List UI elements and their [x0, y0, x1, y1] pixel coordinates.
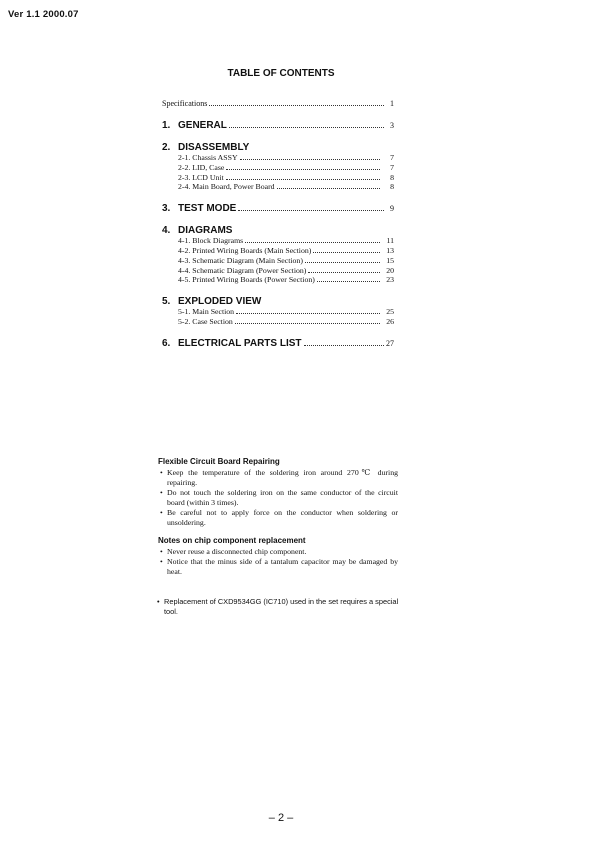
toc-subentry[interactable] [178, 173, 394, 183]
toc-subentry-label: 2-2. LID, Case [178, 162, 225, 172]
toc-subentry-page: 26 [386, 316, 394, 326]
dot-leader [313, 252, 380, 253]
section-number: 4. [162, 225, 171, 237]
toc-subentry-label: 5-1. Main Section [178, 307, 235, 317]
flexible-board-heading: Flexible Circuit Board Repairing [158, 457, 280, 466]
toc-subentry-page: 15 [386, 255, 394, 265]
toc-subentry-page: 13 [386, 245, 394, 255]
toc-subentry-page: 23 [386, 275, 394, 285]
toc-section-diagrams [162, 225, 394, 285]
dot-leader [235, 323, 380, 324]
section-page: 3 [390, 121, 394, 130]
dot-leader [229, 127, 384, 128]
note-bullet: • Be careful not to apply force on the conductor when soldering or unsoldering. [160, 508, 398, 527]
dot-leader [245, 242, 380, 243]
toc-entry-label: Specifications [162, 99, 208, 108]
toc-section-heading[interactable] [162, 203, 394, 214]
dot-leader [226, 179, 380, 180]
toc-section-electrical-parts-list [162, 338, 394, 349]
chip-replacement-heading: Notes on chip component replacement [158, 536, 306, 545]
toc-section-exploded-view [162, 296, 394, 327]
toc-subentry[interactable] [178, 307, 394, 317]
toc-section-test-mode [162, 203, 394, 214]
toc-subentry-label: 4-1. Block Diagrams [178, 236, 244, 246]
dot-leader [308, 272, 380, 273]
toc-subentry-page: 7 [390, 162, 394, 172]
toc-subentry[interactable] [178, 275, 394, 285]
service-notes [158, 457, 398, 577]
section-page: 27 [386, 338, 394, 348]
note-bullet: • Notice that the minus side of a tantalum capacitor may be damaged by heat. [160, 557, 398, 576]
toc-subentry-label: 4-4. Schematic Diagram (Power Section) [178, 265, 307, 275]
toc-section-general [162, 120, 394, 131]
toc-entry-page: 1 [390, 99, 394, 108]
dot-leader [209, 105, 384, 106]
toc-subentry-page: 11 [386, 236, 394, 246]
section-title: TEST MODE [178, 203, 237, 215]
toc-section-heading[interactable] [162, 120, 394, 131]
table-of-contents [162, 99, 394, 360]
toc-subentry[interactable] [178, 266, 394, 276]
toc-subentry[interactable] [178, 182, 394, 192]
dot-leader [277, 188, 380, 189]
toc-section-heading[interactable] [162, 142, 394, 153]
section-title: GENERAL [178, 120, 227, 131]
section-title: EXPLODED VIEW [178, 296, 262, 308]
toc-subentry[interactable] [178, 153, 394, 163]
section-number: 2. [162, 142, 171, 153]
version-label: Ver 1.1 2000.07 [8, 9, 79, 20]
dot-leader [317, 281, 380, 282]
toc-subentry-page: 20 [386, 265, 394, 275]
toc-subentry[interactable] [178, 236, 394, 246]
toc-subentry-label: 5-2. Case Section [178, 316, 233, 326]
section-page: 9 [390, 204, 394, 214]
toc-title: TABLE OF CONTENTS [227, 68, 335, 79]
dot-leader [305, 262, 380, 263]
section-number: 6. [162, 337, 171, 349]
dot-leader [240, 159, 380, 160]
dot-leader [226, 169, 380, 170]
toc-subentry[interactable] [178, 256, 394, 266]
special-tool-note: • Replacement of CXD9534GG (IC710) used in the set requires a special tool. [157, 597, 399, 616]
toc-subentry-page: 25 [386, 307, 394, 317]
dot-leader [236, 313, 380, 314]
toc-subentry-page: 8 [390, 172, 394, 182]
toc-section-heading[interactable] [162, 225, 394, 236]
section-title: DIAGRAMS [178, 225, 233, 237]
toc-subentry[interactable] [178, 246, 394, 256]
toc-subentry[interactable] [178, 163, 394, 173]
toc-subentry-page: 7 [390, 153, 394, 162]
toc-subentry-label: 4-3. Schematic Diagram (Main Section) [178, 255, 303, 265]
toc-subentry-page: 8 [390, 182, 394, 192]
section-number: 1. [162, 120, 171, 131]
section-title: ELECTRICAL PARTS LIST [178, 337, 302, 349]
note-bullet: • Never reuse a disconnected chip component. [160, 547, 307, 556]
toc-section-heading[interactable] [162, 338, 394, 349]
toc-subentry-label: 2-4. Main Board, Power Board [178, 182, 275, 192]
toc-subentry-label: 4-5. Printed Wiring Boards (Power Section) [178, 275, 315, 285]
dot-leader [304, 345, 384, 346]
page-number: – 2 – [268, 812, 294, 824]
toc-section-heading[interactable] [162, 296, 394, 307]
note-bullet: • Do not touch the soldering iron on the same conductor of the circuit board (within 3 times). [160, 488, 398, 507]
toc-subentry[interactable] [178, 317, 394, 327]
toc-subentry-label: 2-3. LCD Unit [178, 172, 224, 182]
dot-leader [238, 210, 384, 211]
toc-subentry-label: 2-1. Chassis ASSY [178, 153, 238, 162]
toc-entry-specifications[interactable] [162, 99, 394, 108]
toc-section-disassembly [162, 142, 394, 192]
note-bullet: • Keep the temperature of the soldering iron around 270℃ during repairing. [160, 468, 398, 487]
section-title: DISASSEMBLY [178, 142, 250, 153]
section-number: 5. [162, 296, 171, 308]
section-number: 3. [162, 203, 171, 215]
toc-subentry-label: 4-2. Printed Wiring Boards (Main Section) [178, 245, 312, 255]
